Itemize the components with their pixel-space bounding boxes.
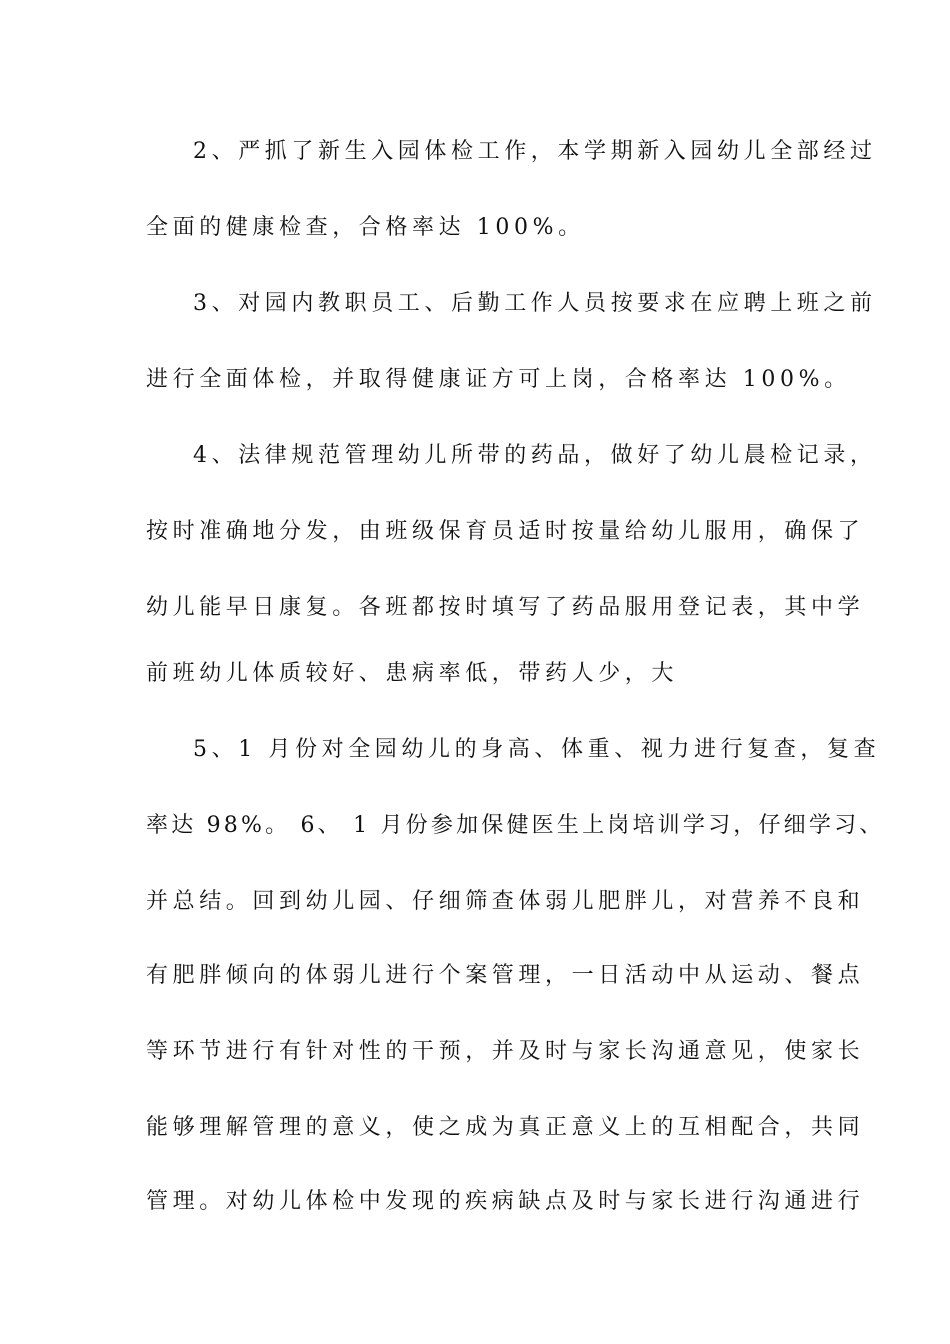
- paragraph-5-line-1: 5、1 月份对全园幼儿的身高、体重、视力进行复查，复查: [193, 737, 881, 762]
- paragraph-4-line-1: 4、法律规范管理幼儿所带的药品，做好了幼儿晨检记录，: [193, 443, 877, 468]
- paragraph-4-line-4: 前班幼儿体质较好、患病率低，带药人少，大: [146, 661, 679, 686]
- paragraph-2-line-1: 2、严抓了新生入园体检工作，本学期新入园幼儿全部经过: [193, 139, 877, 164]
- paragraph-5-line-3: 并总结。回到幼儿园、仔细筛查体弱儿肥胖儿，对营养不良和: [146, 889, 865, 914]
- paragraph-4-line-3: 幼儿能早日康复。各班都按时填写了药品服用登记表，其中学: [146, 595, 865, 620]
- paragraph-3-line-2: 进行全面体检，并取得健康证方可上岗，合格率达 100%。: [146, 367, 851, 392]
- paragraph-5-line-2: 率达 98%。 6、 1 月份参加保健医生上岗培训学习，仔细学习、: [146, 813, 885, 838]
- paragraph-5-line-4: 有肥胖倾向的体弱儿进行个案管理，一日活动中从运动、餐点: [146, 963, 865, 988]
- paragraph-5-line-6: 能够理解管理的意义，使之成为真正意义上的互相配合，共同: [146, 1115, 865, 1140]
- paragraph-5-line-7: 管理。对幼儿体检中发现的疾病缺点及时与家长进行沟通进行: [146, 1189, 865, 1214]
- paragraph-4-line-2: 按时准确地分发，由班级保育员适时按量给幼儿服用，确保了: [146, 519, 865, 544]
- paragraph-5-line-5: 等环节进行有针对性的干预，并及时与家长沟通意见，使家长: [146, 1039, 865, 1064]
- paragraph-2-line-2: 全面的健康检查，合格率达 100%。: [146, 215, 585, 240]
- paragraph-3-line-1: 3、对园内教职员工、后勤工作人员按要求在应聘上班之前: [193, 291, 877, 316]
